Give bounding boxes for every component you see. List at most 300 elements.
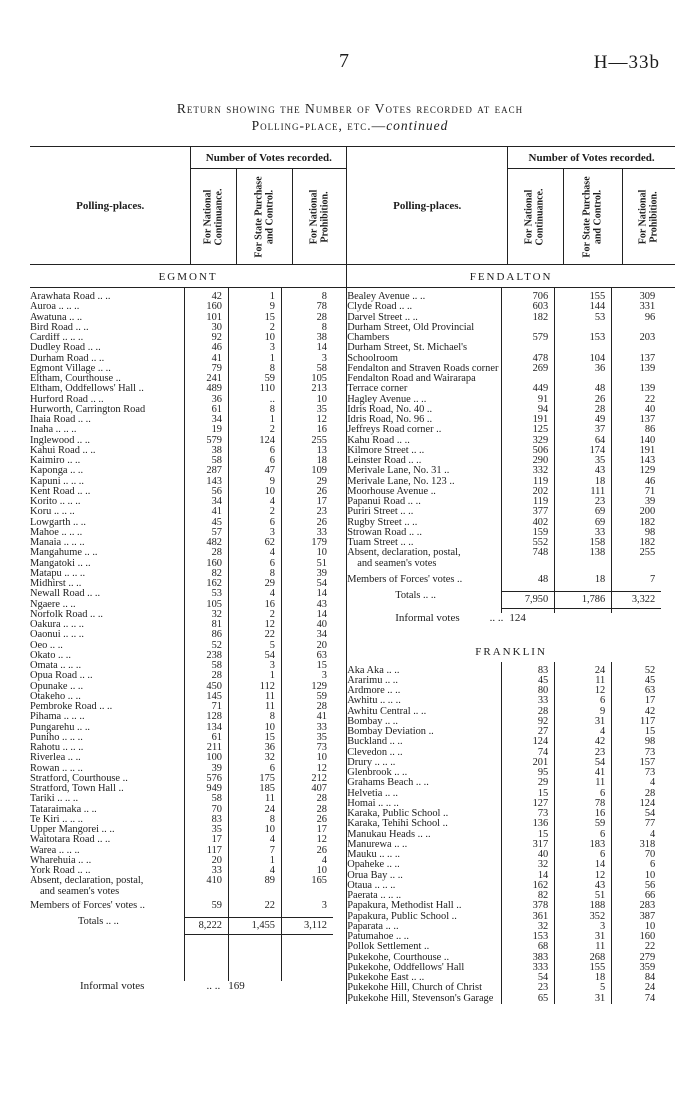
votes-state-purchase: 1,455 bbox=[228, 917, 281, 935]
polling-place-name: Pollok Settlement .. bbox=[347, 942, 430, 953]
votes-prohibition: 139 bbox=[611, 364, 661, 374]
votes-continuance: 39 bbox=[184, 764, 228, 774]
votes-continuance: 160 bbox=[184, 559, 228, 569]
table-row bbox=[30, 753, 346, 763]
votes-prohibition: 86 bbox=[611, 425, 661, 435]
votes-prohibition: 10 bbox=[611, 922, 661, 932]
table-row bbox=[30, 733, 346, 743]
polling-place-name: Pukekohe Hill, Stevenson's Garage bbox=[347, 992, 494, 1004]
polling-place-name: Pembroke Road .. .. bbox=[30, 702, 113, 712]
polling-place-name: Pihama .. .. .. bbox=[30, 712, 85, 723]
votes-state-purchase: 9 bbox=[554, 707, 611, 717]
votes-prohibition: 58 bbox=[281, 364, 333, 374]
votes-continuance: 80 bbox=[501, 686, 554, 696]
polling-place-name: Kahui Road .. .. bbox=[30, 445, 96, 456]
table-row bbox=[30, 600, 346, 610]
votes-state-purchase: 6 bbox=[228, 559, 281, 569]
polling-place-name: Darvel Street .. .. bbox=[347, 311, 418, 323]
polling-place-name: Awatuna .. .. bbox=[30, 312, 83, 323]
votes-state-purchase: 9 bbox=[228, 477, 281, 487]
table-row bbox=[347, 922, 675, 932]
votes-continuance: 361 bbox=[501, 912, 554, 922]
polling-place-name: Koru .. .. .. bbox=[30, 507, 75, 518]
votes-continuance: 489 bbox=[184, 384, 228, 394]
votes-state-purchase: 10 bbox=[228, 723, 281, 733]
title-line-1: Return showing the Number of Votes recorded at each bbox=[176, 101, 524, 116]
table-row bbox=[30, 794, 346, 804]
polling-place-name: Matapu .. .. .. bbox=[30, 568, 86, 579]
table-row bbox=[347, 840, 675, 850]
polling-place-name: Eltham, Courthouse .. bbox=[30, 374, 121, 384]
votes-prohibition: 71 bbox=[611, 487, 661, 497]
table-row bbox=[347, 425, 675, 435]
votes-state-purchase: 110 bbox=[228, 384, 281, 394]
votes-continuance: 59 bbox=[184, 901, 228, 911]
votes-prohibition: 26 bbox=[281, 846, 333, 856]
votes-continuance: 159 bbox=[501, 528, 554, 538]
header-col-state-purchase: For State Purchase and Control. bbox=[581, 175, 603, 258]
votes-continuance: 92 bbox=[184, 333, 228, 343]
polling-place-name: Aka Aka .. .. bbox=[347, 665, 400, 676]
polling-place-name: Idris Road, No. 96 .. bbox=[347, 414, 433, 425]
table-row bbox=[30, 395, 346, 405]
votes-state-purchase: 175 bbox=[228, 774, 281, 784]
votes-prohibition: 4 bbox=[611, 778, 661, 788]
polling-place-name: Tariki .. .. .. bbox=[30, 794, 79, 805]
polling-place-name: Stratford, Courthouse .. bbox=[30, 773, 128, 784]
votes-prohibition: 12 bbox=[281, 415, 333, 425]
header-col-state-purchase: For State Purchase and Control. bbox=[253, 175, 275, 258]
votes-prohibition: 109 bbox=[281, 466, 333, 476]
votes-continuance: 579 bbox=[184, 436, 228, 446]
table-row bbox=[347, 850, 675, 860]
votes-state-purchase: 2 bbox=[228, 425, 281, 435]
table-row bbox=[347, 778, 675, 788]
votes-prohibition: 165 bbox=[281, 876, 333, 897]
table-row bbox=[30, 651, 346, 661]
informal-votes-value: 169 bbox=[228, 980, 245, 993]
table-row bbox=[30, 507, 346, 517]
votes-prohibition: 73 bbox=[281, 743, 333, 753]
polling-place-name: Egmont Village .. .. bbox=[30, 363, 111, 374]
votes-prohibition: 124 bbox=[611, 799, 661, 809]
votes-prohibition: 17 bbox=[281, 825, 333, 835]
polling-place-name-line: Absent, declaration, postal, bbox=[347, 548, 461, 559]
votes-prohibition: 387 bbox=[611, 912, 661, 922]
polling-place-name: Korito .. .. .. bbox=[30, 497, 81, 507]
votes-state-purchase: 12 bbox=[228, 620, 281, 630]
votes-prohibition: 4 bbox=[611, 830, 661, 840]
votes-continuance: 46 bbox=[184, 343, 228, 353]
totals-row bbox=[30, 917, 346, 935]
table-row bbox=[30, 415, 346, 425]
polling-place-name-line: and seamen's votes bbox=[357, 557, 437, 569]
votes-state-purchase: 7 bbox=[228, 846, 281, 856]
votes-state-purchase: 158 bbox=[554, 538, 611, 548]
table-row bbox=[30, 425, 346, 435]
votes-state-purchase: 112 bbox=[228, 682, 281, 692]
votes-prohibition: 15 bbox=[281, 661, 333, 671]
votes-state-purchase: 111 bbox=[554, 487, 611, 497]
votes-continuance: 15 bbox=[501, 830, 554, 840]
votes-prohibition: 26 bbox=[281, 815, 333, 825]
votes-prohibition: 255 bbox=[611, 548, 661, 569]
votes-prohibition: 66 bbox=[611, 891, 661, 901]
table-row bbox=[30, 610, 346, 620]
polling-place-name: Inaha .. .. .. bbox=[30, 425, 77, 436]
votes-prohibition: 34 bbox=[281, 630, 333, 640]
votes-prohibition: 140 bbox=[611, 436, 661, 446]
polling-place-name: Mahoe .. .. .. bbox=[30, 527, 83, 538]
absent-votes-row bbox=[30, 876, 346, 897]
votes-state-purchase: 51 bbox=[554, 891, 611, 901]
table-row bbox=[30, 630, 346, 640]
votes-continuance: 706 bbox=[501, 292, 554, 302]
votes-prohibition: 7 bbox=[611, 575, 661, 585]
votes-prohibition: 179 bbox=[281, 538, 333, 548]
votes-continuance: 58 bbox=[184, 661, 228, 671]
polling-place-name: Papakura, Public School .. bbox=[347, 911, 457, 922]
votes-continuance: 162 bbox=[184, 579, 228, 589]
table-row bbox=[347, 963, 675, 973]
polling-place-name: Puriri Street .. .. bbox=[347, 506, 414, 518]
table-row bbox=[30, 856, 346, 866]
votes-continuance: 30 bbox=[184, 323, 228, 333]
votes-continuance: 317 bbox=[501, 840, 554, 850]
votes-prohibition: 74 bbox=[611, 994, 661, 1004]
table-row bbox=[30, 487, 346, 497]
votes-prohibition: 3 bbox=[281, 354, 333, 364]
votes-state-purchase: 1 bbox=[228, 292, 281, 302]
votes-state-purchase: 188 bbox=[554, 901, 611, 911]
votes-continuance: 579 bbox=[501, 323, 554, 344]
votes-state-purchase: 174 bbox=[554, 446, 611, 456]
votes-state-purchase: 42 bbox=[554, 737, 611, 747]
votes-continuance: 45 bbox=[184, 518, 228, 528]
header-votes-recorded-left: Number of Votes recorded. bbox=[191, 147, 347, 169]
table-row bbox=[30, 692, 346, 702]
votes-state-purchase: 48 bbox=[554, 374, 611, 395]
votes-prohibition: 10 bbox=[281, 548, 333, 558]
votes-continuance: 136 bbox=[501, 819, 554, 829]
votes-state-purchase: 89 bbox=[228, 876, 281, 897]
votes-state-purchase: 104 bbox=[554, 343, 611, 364]
votes-continuance: 191 bbox=[501, 415, 554, 425]
polling-place-name: Hurworth, Carrington Road bbox=[30, 404, 146, 415]
votes-state-purchase: 31 bbox=[554, 932, 611, 942]
polling-place-name: Totals .. .. bbox=[395, 591, 437, 601]
votes-continuance: 449 bbox=[501, 374, 554, 395]
polling-place-name: Rugby Street .. .. bbox=[347, 516, 418, 528]
votes-continuance: 143 bbox=[184, 477, 228, 487]
votes-continuance: 378 bbox=[501, 901, 554, 911]
votes-prohibition: 10 bbox=[281, 753, 333, 763]
polling-place-name: Hagley Avenue .. .. bbox=[347, 393, 427, 405]
votes-continuance: 94 bbox=[501, 405, 554, 415]
votes-state-purchase: 22 bbox=[228, 901, 281, 911]
votes-state-purchase: 69 bbox=[554, 507, 611, 517]
polling-place-name: Kilmore Street .. .. bbox=[347, 444, 425, 456]
polling-place-name: Jeffreys Road corner .. bbox=[347, 424, 442, 436]
votes-prohibition: 359 bbox=[611, 963, 661, 973]
votes-prohibition bbox=[611, 609, 661, 613]
table-row bbox=[347, 912, 675, 922]
votes-prohibition: 4 bbox=[281, 856, 333, 866]
votes-prohibition: 45 bbox=[611, 676, 661, 686]
votes-prohibition: 200 bbox=[611, 507, 661, 517]
votes-continuance: 52 bbox=[184, 641, 228, 651]
polling-place-name: Members of Forces' votes .. bbox=[347, 574, 463, 585]
header-row-1 bbox=[30, 147, 675, 169]
polling-place-name: Bird Road .. .. bbox=[30, 322, 89, 333]
table-row bbox=[347, 799, 675, 809]
votes-continuance: 241 bbox=[184, 374, 228, 384]
polling-place-name: Mauku .. .. .. bbox=[347, 850, 401, 860]
table-row bbox=[30, 743, 346, 753]
votes-continuance: 53 bbox=[184, 589, 228, 599]
votes-state-purchase: 6 bbox=[228, 446, 281, 456]
votes-state-purchase: 26 bbox=[554, 395, 611, 405]
votes-state-purchase: 12 bbox=[554, 686, 611, 696]
informal-votes-dots: .. .. bbox=[489, 612, 504, 625]
votes-state-purchase: 18 bbox=[554, 575, 611, 585]
votes-state-purchase: 47 bbox=[228, 466, 281, 476]
polling-place-name bbox=[30, 935, 184, 981]
polling-place-name: Idris Road, No. 40 .. bbox=[347, 403, 433, 415]
polling-place-name: Totals .. .. bbox=[78, 917, 119, 927]
polling-place-name: Hurford Road .. .. bbox=[30, 394, 104, 405]
polling-place-name: Kahu Road .. .. bbox=[347, 434, 410, 446]
polling-place-name: Pukekohe, Courthouse .. bbox=[347, 952, 450, 963]
votes-state-purchase: 36 bbox=[554, 364, 611, 374]
polling-place-name: Dudley Road .. .. bbox=[30, 343, 101, 354]
votes-continuance: 86 bbox=[184, 630, 228, 640]
votes-prohibition: 318 bbox=[611, 840, 661, 850]
votes-prohibition: 29 bbox=[281, 477, 333, 487]
polling-place-name: Leinster Road .. .. bbox=[347, 455, 422, 466]
polling-place-name: Te Kiri .. .. .. bbox=[30, 814, 83, 825]
polling-place-name: Mangatoki .. .. bbox=[30, 558, 91, 569]
votes-continuance: 68 bbox=[501, 942, 554, 952]
polling-place-name: Waitotara Road .. .. bbox=[30, 835, 111, 846]
votes-continuance: 34 bbox=[184, 415, 228, 425]
votes-state-purchase: 33 bbox=[554, 528, 611, 538]
polling-place-name: Durham Street, St. Michael's Schoolroom bbox=[347, 342, 468, 364]
votes-state-purchase: 11 bbox=[554, 676, 611, 686]
table-row bbox=[347, 666, 675, 676]
votes-prohibition: 54 bbox=[611, 809, 661, 819]
table-row bbox=[347, 942, 675, 952]
votes-continuance: 482 bbox=[184, 538, 228, 548]
votes-prohibition: 39 bbox=[281, 569, 333, 579]
votes-state-purchase: 59 bbox=[554, 819, 611, 829]
polling-place-name: Cardiff .. .. .. bbox=[30, 333, 84, 343]
votes-prohibition: 73 bbox=[611, 748, 661, 758]
polling-place-name: Papanui Road .. .. bbox=[347, 496, 421, 507]
votes-continuance: 100 bbox=[184, 753, 228, 763]
table-row bbox=[30, 866, 346, 876]
votes-continuance: 410 bbox=[184, 876, 228, 897]
table-row bbox=[347, 871, 675, 881]
votes-state-purchase: 29 bbox=[228, 579, 281, 589]
votes-state-purchase: 124 bbox=[228, 436, 281, 446]
votes-continuance: 377 bbox=[501, 507, 554, 517]
votes-continuance: 61 bbox=[184, 405, 228, 415]
votes-state-purchase: 3 bbox=[228, 528, 281, 538]
polling-place-name: Auroa .. .. .. bbox=[30, 302, 80, 313]
votes-state-purchase: 4 bbox=[228, 497, 281, 507]
table-row bbox=[30, 364, 346, 374]
votes-prohibition: 40 bbox=[611, 405, 661, 415]
votes-continuance: 28 bbox=[184, 671, 228, 681]
votes-state-purchase: 8 bbox=[228, 405, 281, 415]
votes-continuance: 7,950 bbox=[501, 591, 554, 609]
votes-continuance: 33 bbox=[501, 696, 554, 706]
franklin-list bbox=[347, 662, 675, 1004]
polling-place-name: Durham Road .. .. bbox=[30, 353, 105, 364]
votes-state-purchase: 9 bbox=[228, 302, 281, 312]
votes-continuance: 287 bbox=[184, 466, 228, 476]
votes-continuance: 478 bbox=[501, 343, 554, 364]
table-row bbox=[347, 994, 675, 1004]
informal-votes-row bbox=[347, 613, 675, 623]
votes-prohibition bbox=[281, 935, 333, 981]
polling-place-name: York Road .. .. bbox=[30, 866, 91, 876]
votes-continuance: 81 bbox=[184, 620, 228, 630]
polling-place-name: Kapuni .. .. .. bbox=[30, 476, 84, 487]
votes-prohibition: 26 bbox=[281, 518, 333, 528]
polling-place-name: Otaua .. .. .. bbox=[347, 880, 396, 891]
votes-state-purchase: 49 bbox=[554, 415, 611, 425]
polling-place-name: Omata .. .. .. bbox=[30, 661, 82, 671]
table-row bbox=[30, 292, 346, 302]
votes-state-purchase: 23 bbox=[554, 497, 611, 507]
votes-continuance: 32 bbox=[501, 922, 554, 932]
votes-continuance: 74 bbox=[501, 748, 554, 758]
table-row bbox=[30, 384, 346, 394]
votes-continuance: 160 bbox=[184, 302, 228, 312]
table-row bbox=[30, 528, 346, 538]
votes-prohibition: 26 bbox=[281, 487, 333, 497]
votes-continuance: 40 bbox=[501, 850, 554, 860]
votes-continuance: 29 bbox=[501, 778, 554, 788]
votes-prohibition: 10 bbox=[281, 866, 333, 876]
polling-place-name: Puniho .. .. .. bbox=[30, 732, 83, 743]
votes-continuance: 124 bbox=[501, 737, 554, 747]
polling-place-name: Merivale Lane, No. 31 .. bbox=[347, 465, 450, 477]
table-row bbox=[347, 789, 675, 799]
votes-state-purchase: 8 bbox=[228, 712, 281, 722]
polling-place-name: Riverlea .. .. bbox=[30, 753, 81, 764]
votes-prohibition: 20 bbox=[281, 641, 333, 651]
polling-place-name: Opunake .. .. bbox=[30, 681, 84, 692]
votes-prohibition: 160 bbox=[611, 932, 661, 942]
votes-prohibition: 38 bbox=[281, 333, 333, 343]
polling-place-name: Oakura .. .. .. bbox=[30, 620, 84, 630]
table-row bbox=[347, 507, 675, 517]
votes-prohibition: 73 bbox=[611, 768, 661, 778]
polling-place-name: Upper Mangorei .. .. bbox=[30, 825, 115, 835]
votes-continuance: 127 bbox=[501, 799, 554, 809]
votes-continuance: 238 bbox=[184, 651, 228, 661]
votes-continuance: 56 bbox=[184, 487, 228, 497]
votes-state-purchase: 4 bbox=[228, 835, 281, 845]
votes-state-purchase: 16 bbox=[554, 809, 611, 819]
votes-continuance: 83 bbox=[184, 815, 228, 825]
votes-state-purchase: 16 bbox=[228, 600, 281, 610]
votes-continuance: 290 bbox=[501, 456, 554, 466]
votes-state-purchase: 43 bbox=[554, 881, 611, 891]
table-row bbox=[30, 764, 346, 774]
votes-state-purchase: 138 bbox=[554, 548, 611, 569]
polling-place-name: Ararimu .. .. bbox=[347, 675, 398, 686]
polling-place-name: Oeo .. .. bbox=[30, 640, 63, 651]
votes-state-purchase: 6 bbox=[554, 696, 611, 706]
votes-state-purchase: 78 bbox=[554, 799, 611, 809]
table-row bbox=[347, 302, 675, 312]
table-row bbox=[347, 809, 675, 819]
polling-place-name: Lowgarth .. .. bbox=[30, 517, 86, 528]
votes-state-purchase: 35 bbox=[554, 456, 611, 466]
votes-prohibition: 51 bbox=[281, 559, 333, 569]
votes-prohibition: 8 bbox=[281, 292, 333, 302]
votes-continuance: 32 bbox=[501, 860, 554, 870]
votes-state-purchase: 153 bbox=[554, 323, 611, 344]
header-col-continuance: For National Continuance. bbox=[202, 188, 224, 245]
votes-continuance: 36 bbox=[184, 395, 228, 405]
votes-continuance: 28 bbox=[501, 707, 554, 717]
votes-continuance: 70 bbox=[184, 805, 228, 815]
polling-place-name: Clevedon .. .. bbox=[347, 747, 403, 758]
votes-state-purchase: 6 bbox=[554, 850, 611, 860]
votes-continuance: 748 bbox=[501, 548, 554, 569]
polling-place-name: Norfolk Road .. .. bbox=[30, 609, 104, 620]
table-row bbox=[30, 343, 346, 353]
table-row bbox=[347, 538, 675, 548]
votes-continuance: 19 bbox=[184, 425, 228, 435]
polling-place-name: Papakura, Methodist Hall .. bbox=[347, 901, 462, 912]
document-reference: H—33b bbox=[593, 52, 660, 73]
votes-continuance: 15 bbox=[501, 789, 554, 799]
votes-continuance: 332 bbox=[501, 466, 554, 476]
polling-place-name: Pungarehu .. .. bbox=[30, 722, 91, 733]
polling-place-name: Karaka, Tehihi School .. bbox=[347, 819, 448, 830]
votes-state-purchase: 2 bbox=[228, 610, 281, 620]
votes-prohibition: 139 bbox=[611, 374, 661, 395]
votes-continuance bbox=[184, 935, 228, 981]
section-fendalton: FENDALTON bbox=[347, 265, 675, 288]
table-row bbox=[30, 784, 346, 794]
votes-prohibition: 191 bbox=[611, 446, 661, 456]
informal-votes-dots: .. .. bbox=[206, 980, 221, 993]
votes-state-purchase: 1,786 bbox=[554, 591, 611, 609]
polling-place-name: Drury .. .. .. bbox=[347, 757, 396, 768]
fendalton-list bbox=[347, 288, 675, 624]
table-row bbox=[30, 466, 346, 476]
table-row bbox=[30, 313, 346, 323]
votes-prohibition: 283 bbox=[611, 901, 661, 911]
votes-state-purchase: 6 bbox=[554, 789, 611, 799]
table-row bbox=[30, 456, 346, 466]
polling-place-name: Glenbrook .. .. bbox=[347, 768, 408, 778]
votes-state-purchase: 37 bbox=[554, 425, 611, 435]
table-row bbox=[347, 323, 675, 344]
polling-place-name: Wharehuia .. .. bbox=[30, 855, 92, 866]
votes-prohibition: 255 bbox=[281, 436, 333, 446]
table-row bbox=[30, 805, 346, 815]
votes-prohibition: 28 bbox=[281, 794, 333, 804]
votes-state-purchase: 31 bbox=[554, 717, 611, 727]
